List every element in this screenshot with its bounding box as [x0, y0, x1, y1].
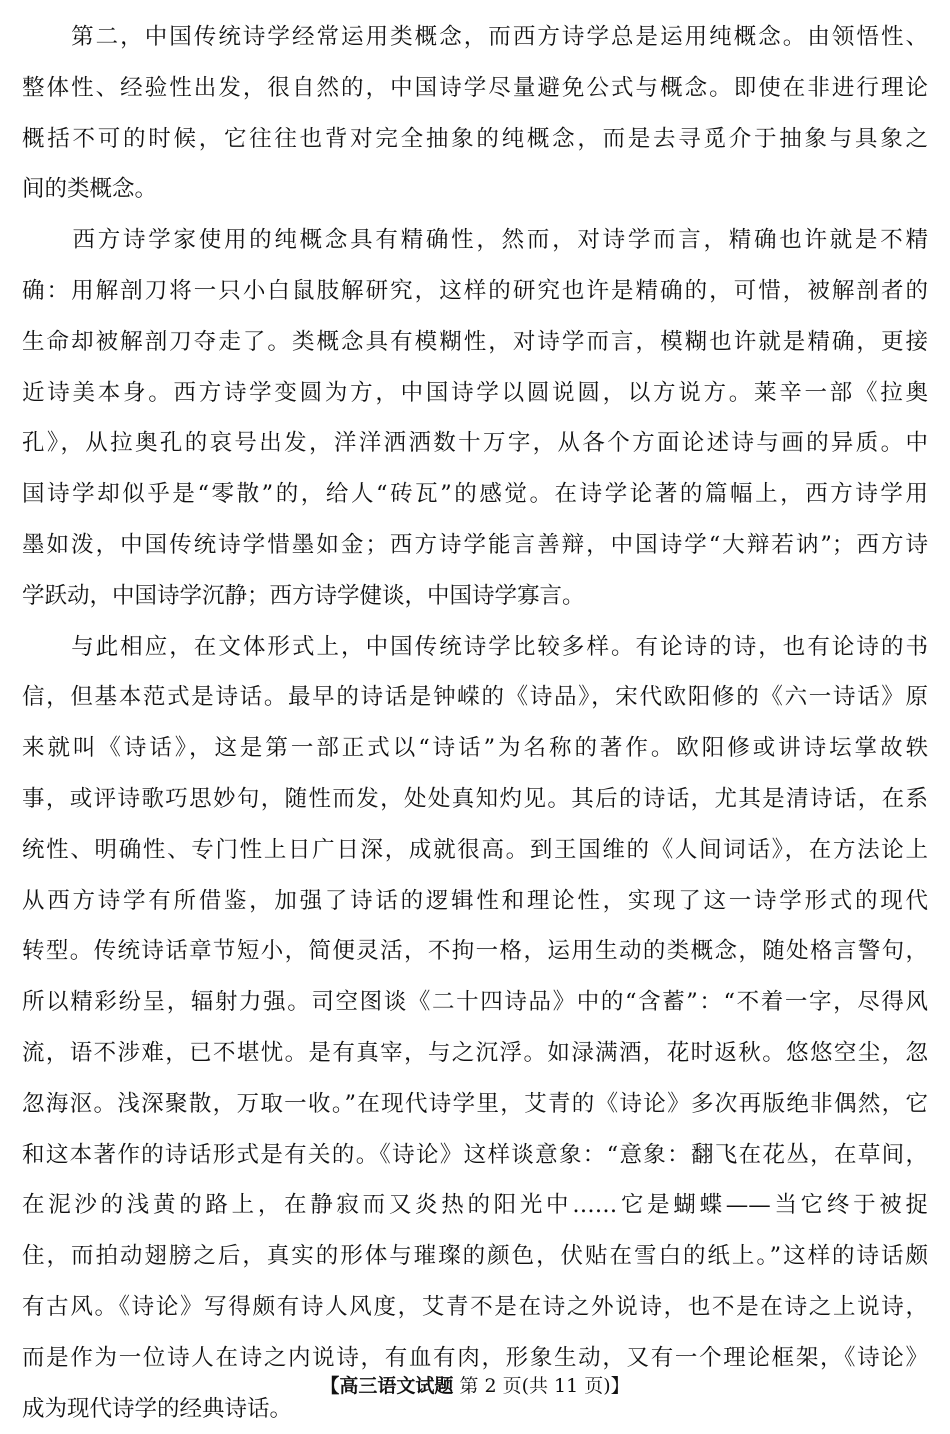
- text-line: 所以精彩纷呈，辐射力强。司空图谈《二十四诗品》中的“含蓄”：“不着一字，尽得风: [22, 989, 928, 1016]
- page-number: 第 2 页(共 11 页)】: [459, 1375, 630, 1397]
- text-line: 国诗学却似乎是“零散”的，给人“砖瓦”的感觉。在诗学论著的篇幅上，西方诗学用: [22, 481, 928, 508]
- text-line: 转型。传统诗话章节短小，简便灵活，不拘一格，运用生动的类概念，随处格言警句，: [22, 938, 928, 965]
- text-line: 成为现代诗学的经典诗话。: [22, 1395, 293, 1422]
- text-line: 信，但基本范式是诗话。最早的诗话是钟嵘的《诗品》，宋代欧阳修的《六一诗话》原: [22, 684, 928, 711]
- text-line: 流，语不涉难，已不堪忧。是有真宰，与之沉浮。如渌满酒，花时返秋。悠悠空尘，忽: [22, 1039, 928, 1066]
- text-line: 整体性、经验性出发，很自然的，中国诗学尽量避免公式与概念。即使在非进行理论: [22, 74, 928, 101]
- text-line: 墨如泼，中国传统诗学惜墨如金；西方诗学能言善辩，中国诗学“大辩若讷”；西方诗: [22, 531, 928, 558]
- text-line: 来就叫《诗话》，这是第一部正式以“诗话”为名称的著作。欧阳修或讲诗坛掌故轶: [22, 735, 928, 762]
- text-line: 第二，中国传统诗学经常运用类概念，而西方诗学总是运用纯概念。由领悟性、: [22, 24, 928, 50]
- text-line: 忽海沤。浅深聚散，万取一收。”在现代诗学里，艾青的《诗论》多次再版绝非偶然，它: [22, 1090, 928, 1117]
- text-line: 概括不可的时候，它往往也背对完全抽象的纯概念，而是去寻觅介于抽象与具象之: [22, 125, 928, 152]
- text-line: 孔》，从拉奥孔的哀号出发，洋洋洒洒数十万字，从各个方面论述诗与画的异质。中: [22, 430, 928, 457]
- text-line: 在泥沙的浅黄的路上，在静寂而又炎热的阳光中……它是蝴蝶——当它终于被捉: [22, 1192, 928, 1219]
- text-line: 生命却被解剖刀夺走了。类概念具有模糊性，对诗学而言，模糊也许就是精确，更接: [22, 328, 928, 355]
- text-line: 住，而拍动翅膀之后，真实的形体与璀璨的颜色，伏贴在雪白的纸上。”这样的诗话颇: [22, 1243, 928, 1270]
- article-body: [22, 12, 928, 1434]
- text-line: 和这本著作的诗话形式是有关的。《诗论》这样谈意象：“意象：翻飞在花丛，在草间，: [22, 1141, 928, 1168]
- text-line: 事，或评诗歌巧思妙句，随性而发，处处真知灼见。其后的诗话，尤其是清诗话，在系: [22, 785, 928, 812]
- text-line: 统性、明确性、专门性上日广日深，成就很高。到王国维的《人间词话》，在方法论上: [22, 836, 928, 863]
- text-line: 间的类概念。: [22, 176, 158, 203]
- text-line: 而是作为一位诗人在诗之内说诗，有血有肉，形象生动，又有一个理论框架，《诗论》: [22, 1344, 928, 1371]
- exam-title: 【高三语文试题: [320, 1375, 454, 1397]
- text-line: 西方诗学家使用的纯概念具有精确性，然而，对诗学而言，精确也许就是不精: [22, 227, 928, 254]
- text-line: 近诗美本身。西方诗学变圆为方，中国诗学以圆说圆，以方说方。莱辛一部《拉奥: [22, 379, 928, 406]
- text-line: 有古风。《诗论》写得颇有诗人风度，艾青不是在诗之外说诗，也不是在诗之上说诗，: [22, 1293, 928, 1320]
- text-line: 从西方诗学有所借鉴，加强了诗话的逻辑性和理论性，实现了这一诗学形式的现代: [22, 887, 928, 914]
- text-line: 与此相应，在文体形式上，中国传统诗学比较多样。有论诗的诗，也有论诗的书: [22, 633, 928, 660]
- page-footer: [0, 1373, 950, 1399]
- text-line: 学跃动，中国诗学沉静；西方诗学健谈，中国诗学寡言。: [22, 582, 585, 609]
- text-line: 确：用解剖刀将一只小白鼠肢解研究，这样的研究也许是精确的，可惜，被解剖者的: [22, 277, 928, 304]
